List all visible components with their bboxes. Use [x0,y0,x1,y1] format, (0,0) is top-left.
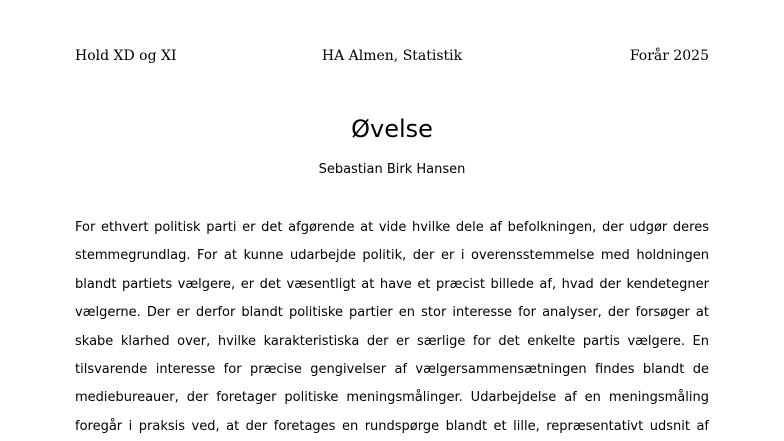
paragraph-line: tilsvarende interesse for præcise gengivelser af vælgersammensætningen findes blandt de [75,361,709,377]
paragraph-line: For ethvert politisk parti er det afgørende at vide hvilke dele af befolkningen, der udgør deres [75,220,709,235]
header-semester-label: Forår 2025 [629,48,709,64]
header-class-label: Hold XD og XI [75,48,177,64]
document-title: Øvelse [351,115,433,143]
paragraph-line: stemmegrundlag. For at kunne udarbejde politik, der er i overensstemmelse med holdningen [75,248,709,264]
header-course-label: HA Almen, Statistik [321,48,463,64]
paragraph-line: vælgerne. Der er derfor blandt politiske partier en stor interesse for analyser, der forsøger at [75,305,709,321]
body-paragraph [75,214,709,441]
paragraph-line: skabe klarhed over, hvilke karakteristiska der er særlige for det enkelte partis vælgere. En [75,333,709,349]
paragraph-line: mediebureauer, der foretager politiske meningsmålinger. Udarbejdelse af en meningsmåling [75,390,709,406]
page-header [75,46,709,68]
paragraph-line: blandt partiets vælgere, er det væsentligt at have et præcist billede af, hvad der kendetegner [75,276,709,292]
paragraph-line: foregår i praksis ved, at der foretages en rundspørge blandt et lille, repræsentativt udsnit af [75,418,709,434]
document-author: Sebastian Birk Hansen [318,162,466,177]
